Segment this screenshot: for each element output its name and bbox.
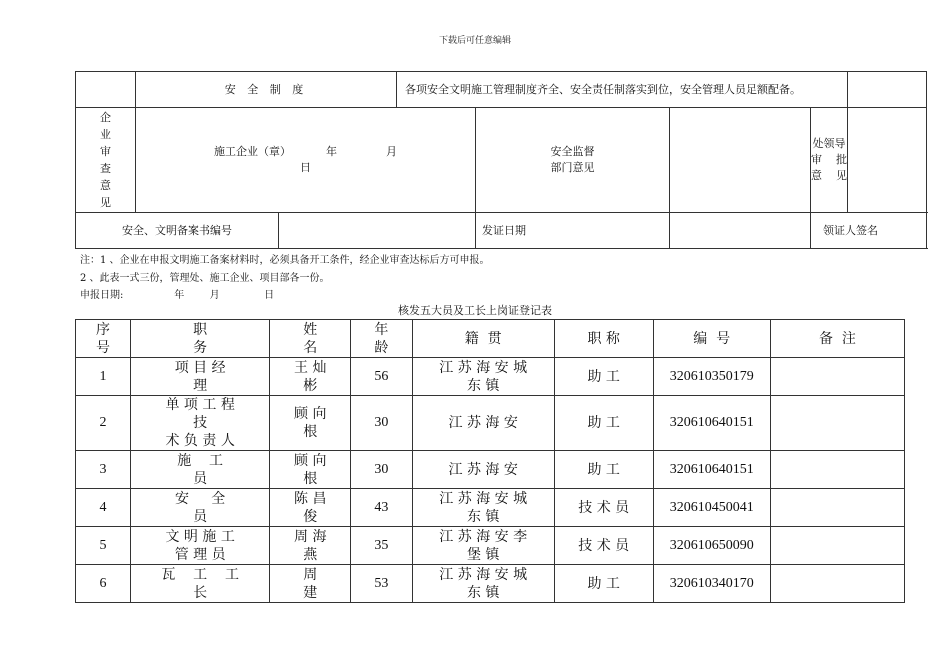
issue-date-label: 发证日期 <box>476 213 670 249</box>
cell-remark <box>770 489 904 527</box>
cell-name <box>270 527 351 565</box>
cell-seq-line: 2 <box>99 415 107 430</box>
cell-age-line: 43 <box>374 499 389 515</box>
construction-company-seal-cell <box>136 108 476 213</box>
header-seq <box>76 320 131 358</box>
cell-position <box>131 565 270 603</box>
cell-seq <box>76 451 131 489</box>
cell-position-line: 文 明 施 工 <box>165 528 235 545</box>
cell-remark <box>770 358 904 396</box>
header-position <box>131 320 270 358</box>
header-text: 年 <box>374 321 389 338</box>
cell-position <box>131 396 270 451</box>
enterprise-review-char: 意 <box>100 179 111 192</box>
construction-company-date: 日 <box>300 161 311 174</box>
report-date: 申报日期: 年 月 日 <box>80 290 275 301</box>
header-title: 职 称 <box>554 320 653 358</box>
cell-name-line: 建 <box>303 584 318 601</box>
cell-origin-line: 东 镇 <box>466 377 500 394</box>
cell-origin-line: 江 苏 海 安 城 <box>439 566 528 583</box>
cell-number-line: 320610640151 <box>669 415 754 430</box>
cell-title <box>554 358 653 396</box>
cell-age <box>351 358 412 396</box>
leader-label-line: 处领导 <box>812 137 846 150</box>
cell-position-line: 员 <box>193 470 208 487</box>
cell-position <box>131 489 270 527</box>
cell-number <box>653 489 770 527</box>
leader-approval-cell <box>848 108 927 213</box>
cell-name-line: 周 海 <box>294 528 327 545</box>
safety-system-label: 安 全 制 度 <box>136 72 397 108</box>
header-age <box>351 320 412 358</box>
enterprise-review-char: 业 <box>100 128 111 141</box>
cell-position-line: 瓦 工 工 <box>161 566 239 583</box>
cell-age <box>351 527 412 565</box>
cell-age <box>351 396 412 451</box>
cell-name <box>270 396 351 451</box>
cell-origin <box>412 565 554 603</box>
issue-date-value <box>670 213 811 249</box>
cell-age-line: 53 <box>374 575 389 591</box>
cell-seq-line: 4 <box>99 499 107 515</box>
cell-origin-line: 东 镇 <box>466 584 500 601</box>
cell-origin-line: 东 镇 <box>466 508 500 525</box>
enterprise-review-char: 见 <box>100 196 111 209</box>
cell-title <box>554 396 653 451</box>
construction-company-line: 施工企业（章） 年 月 <box>214 145 397 158</box>
cell-position-line: 理 <box>193 377 208 394</box>
cell-number <box>653 527 770 565</box>
cell-origin <box>412 527 554 565</box>
recipient-signature-label: 领证人签名 <box>811 213 927 249</box>
cell-age-line: 56 <box>374 368 389 384</box>
register-table <box>75 319 905 603</box>
header-origin: 籍 贯 <box>412 320 554 358</box>
cell-title-line: 技 术 员 <box>578 537 630 554</box>
cell-title-line: 助 工 <box>587 368 620 385</box>
table-row <box>76 358 905 396</box>
cell-name-line: 周 <box>303 566 318 583</box>
cell-position-line: 技 <box>193 415 208 431</box>
note-1: 注：1 、企业在申报文明施工备案材料时，必须具备开工条件，经企业审查达标后方可申报。 <box>80 255 490 266</box>
cell-number <box>653 565 770 603</box>
cell-title <box>554 527 653 565</box>
record-number-value <box>279 213 476 249</box>
header-text: 号 <box>96 339 111 356</box>
cell-seq-line: 6 <box>99 575 107 591</box>
cell-name-line: 燕 <box>303 546 318 563</box>
cell-position-line: 员 <box>193 508 208 525</box>
cell-name-line: 彬 <box>303 377 318 394</box>
cell-number-line: 320610450041 <box>669 499 754 515</box>
leader-label-line: 审 批 <box>811 153 847 166</box>
leader-label-line: 意 见 <box>811 169 847 182</box>
cell-number-line: 320610350179 <box>669 368 754 384</box>
form-blank-cell <box>848 72 927 108</box>
cell-position-line: 管 理 员 <box>174 546 226 563</box>
cell-age <box>351 489 412 527</box>
cell-position-line: 项 目 经 <box>174 359 226 376</box>
cell-name <box>270 451 351 489</box>
cell-number <box>653 451 770 489</box>
enterprise-review-char: 企 <box>100 111 111 124</box>
cell-origin-line: 江 苏 海 安 城 <box>439 359 528 376</box>
cell-number-line: 320610640151 <box>669 461 754 477</box>
cell-seq <box>76 396 131 451</box>
header-text: 名 <box>303 339 318 356</box>
header-name <box>270 320 351 358</box>
register-header-row <box>76 320 905 358</box>
cell-remark <box>770 565 904 603</box>
cell-origin-line: 江 苏 海 安 李 <box>439 528 528 545</box>
form-corner-cell <box>76 72 136 108</box>
cell-origin <box>412 451 554 489</box>
cell-origin <box>412 489 554 527</box>
table-row <box>76 396 905 451</box>
cell-name <box>270 565 351 603</box>
header-remark: 备 注 <box>770 320 904 358</box>
cell-origin <box>412 358 554 396</box>
cell-title <box>554 489 653 527</box>
cell-origin-line: 江 苏 海 安 <box>448 461 518 478</box>
supervision-label <box>476 108 670 213</box>
cell-seq <box>76 358 131 396</box>
cell-origin-line: 江 苏 海 安 城 <box>439 490 528 507</box>
enterprise-review-char: 查 <box>100 162 111 175</box>
cell-title-line: 助 工 <box>587 415 620 431</box>
cell-name <box>270 358 351 396</box>
header-number: 编 号 <box>653 320 770 358</box>
safety-system-text: 各项安全文明施工管理制度齐全、安全责任制落实到位，安全管理人员足额配备。 <box>397 72 848 108</box>
cell-position-line: 术 负 责 人 <box>165 433 235 449</box>
cell-age <box>351 451 412 489</box>
supervision-label-line: 部门意见 <box>550 161 595 174</box>
cell-origin-line: 江 苏 海 安 <box>448 415 518 431</box>
cell-name-line: 根 <box>303 470 318 487</box>
cell-origin-line: 堡 镇 <box>466 546 500 563</box>
cell-age-line: 35 <box>374 537 389 553</box>
cell-seq-line: 3 <box>99 461 107 477</box>
cell-position <box>131 451 270 489</box>
cell-number-line: 320610650090 <box>669 537 754 553</box>
cell-position-line: 长 <box>193 584 208 601</box>
cell-title-line: 助 工 <box>587 461 620 478</box>
cell-position <box>131 527 270 565</box>
cell-position-line: 施 工 <box>177 452 224 469</box>
record-number-label: 安全、文明备案书编号 <box>76 213 279 249</box>
cell-position <box>131 358 270 396</box>
cell-origin <box>412 396 554 451</box>
note-2: 2 、此表一式三份，管理处、施工企业、项目部各一份。 <box>80 273 330 284</box>
cell-name-line: 顾 向 <box>294 452 327 469</box>
table-row <box>76 527 905 565</box>
header-note: 下载后可任意编辑 <box>438 36 511 46</box>
table-row <box>76 451 905 489</box>
supervision-label-line: 安全监督 <box>550 145 595 158</box>
header-text: 序 <box>96 321 111 338</box>
register-title: 核发五大员及工长上岗证登记表 <box>398 304 552 317</box>
cell-name <box>270 489 351 527</box>
cell-seq <box>76 489 131 527</box>
cell-name-line: 顾 向 <box>294 406 327 422</box>
leader-approval-label <box>811 108 848 213</box>
enterprise-review-char: 审 <box>100 145 111 158</box>
cell-age-line: 30 <box>374 461 389 477</box>
cell-title-line: 助 工 <box>587 575 620 592</box>
cell-remark <box>770 396 904 451</box>
cell-title-line: 技 术 员 <box>578 499 630 516</box>
cell-remark <box>770 451 904 489</box>
cell-name-line: 陈 昌 <box>294 490 327 507</box>
cell-name-line: 王 灿 <box>294 359 327 376</box>
enterprise-review-label <box>76 108 136 213</box>
cell-position-line: 安 全 <box>175 490 226 507</box>
table-row <box>76 565 905 603</box>
cell-number-line: 320610340170 <box>669 575 754 591</box>
header-text: 龄 <box>374 339 389 356</box>
header-text: 务 <box>193 339 208 356</box>
cell-seq-line: 5 <box>99 537 107 553</box>
cell-age <box>351 565 412 603</box>
approval-form-table <box>75 71 927 249</box>
cell-title <box>554 451 653 489</box>
cell-remark <box>770 527 904 565</box>
cell-title <box>554 565 653 603</box>
cell-name-line: 俊 <box>303 508 318 525</box>
supervision-opinion-cell <box>670 108 811 213</box>
header-text: 姓 <box>303 321 318 338</box>
cell-position-line: 单 项 工 程 <box>165 397 235 413</box>
cell-number <box>653 358 770 396</box>
cell-seq <box>76 527 131 565</box>
register-body <box>76 358 905 603</box>
table-row <box>76 489 905 527</box>
cell-seq <box>76 565 131 603</box>
cell-age-line: 30 <box>374 415 389 430</box>
cell-name-line: 根 <box>303 424 318 440</box>
cell-seq-line: 1 <box>99 368 107 384</box>
header-text: 职 <box>193 321 208 338</box>
cell-number <box>653 396 770 451</box>
